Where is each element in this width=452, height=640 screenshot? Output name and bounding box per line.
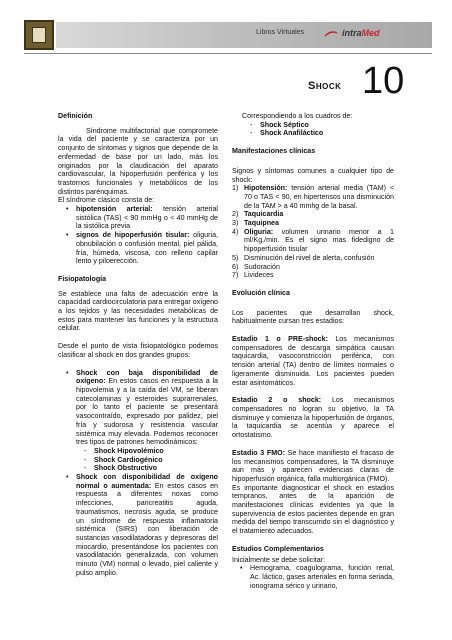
diagnostico-paragraph: Es importante diagnosticar el shock en estadios tempranos, antes de la aparición de manifestaciones clínicas evidentes ya que la supervivencia de estos pacientes depende en gran medida del tiempo transcurrido sin el diagnóstico y el tratamiento adecuados. bbox=[232, 483, 394, 536]
estadio-2-paragraph: Estadio 2 o shock: Los mecanismos compensadores no logran su objetivo, la TA disminuye y comienza la hipoperfusión de órganos, la taquicardia se acentúa y aparece el ortostatismo. bbox=[232, 396, 394, 440]
header-band bbox=[56, 22, 432, 48]
definicion-intro: El síndrome clásico consta de: bbox=[58, 196, 155, 205]
list-item: • signos de hipoperfusión tisular: oliguria, obnubilación o confusión mental, piel pálida, fría, húmeda, viscosa, con relleno capilar lento y piloerección. bbox=[66, 231, 218, 266]
list-item: 4) Oliguria: volumen urinario menor a 1 ml/Kg./min. Es el signo mas fidedigno de hipoperfusión tisular bbox=[232, 227, 394, 254]
manifestaciones-intro: Signos y síntomas comunes a cualquier tipo de shock: bbox=[232, 166, 394, 184]
fisiopatologia-paragraph-2: Desde el punto de vista fisiopatológico podemos clasificar al shock en dos grandes grupos: bbox=[58, 342, 218, 359]
estadio-1-paragraph: Estadio 1 o PRE-shock: Los mecanismos compensadores de descarga simpática causan taquicardia, vasoconstricción periférica, con tensión arterial (TA) dentro de límites normales o ligeramente disminuida. Los pacientes pueden estar asintomáticos. bbox=[232, 335, 395, 387]
fisiopatologia-paragraph-1: Se establece una falta de adecuación entre la capacidad cardiocirculatoria para entregar oxígeno a los tejidos y las necesidades metabólicas de estos para mantener las funciones y la estructura celular. bbox=[58, 289, 218, 333]
estadio-3-paragraph: Estadio 3 FMO: Se hace manifiesto el fracaso de los mecanismos compensadores, la TA disminuye aun más y aparecen evidencias claras de hipoperfusión orgánica, falla multiorgánica (FMO). bbox=[232, 448, 394, 483]
chapter-title: SHOCK bbox=[308, 80, 342, 92]
sindrome-list bbox=[66, 205, 218, 266]
list-item: • hipotensión arterial: tensión arterial sistólica (TAS) < 90 mmHg o < 40 mmHg de la sistólica previa bbox=[66, 205, 218, 231]
intramed-swoosh-icon bbox=[324, 30, 338, 38]
manifestaciones-list bbox=[232, 184, 394, 280]
list-item: 2) Taquicardia bbox=[232, 210, 284, 219]
list-item: 1) Hipotensión: tensión arterial media (TAM) < 70 o TAS < 90, en hipertensos una disminución de la TAM > a 40 mmhg de la basal. bbox=[232, 184, 394, 210]
header-rule bbox=[24, 53, 432, 54]
correspondiendo-text: Correspondiendo a los cuadros de: bbox=[242, 112, 353, 120]
list-item: 5) Disminución del nivel de alerta, confusión bbox=[232, 253, 375, 262]
list-item: • Shock con baja disponibilidad de oxígeno: En estos casos en respuesta a la hipovolemia y a la caída del VM, se liberan catecolaminas y esteroides suprarrenales, por lo tanto el paciente se presentará vasocontraído, expresado por palidez, piel fría y sudorosa y resistencia vascular sistémica muy elevada. Podemos reconocer tres tipos de patrones hemodinámicos: - Shock Hipovolémico - Shock Cardiogénico - Shock Obstructivo bbox=[66, 369, 218, 473]
chapter-number: 10 bbox=[362, 60, 405, 102]
list-item: • Hemograma, coagulograma, función renal, Ac. láctico, gases arteriales en forma seriada, ionograma sérico y urinario, bbox=[240, 564, 394, 590]
book-logo-icon bbox=[24, 20, 54, 50]
estudios-intro: Inicialmente se debe solicitar: bbox=[232, 555, 326, 564]
section-evolucion-title: Evolución clínica bbox=[232, 288, 290, 297]
estudios-list bbox=[240, 564, 394, 590]
section-manifestaciones-title: Manifestaciones clínicas bbox=[232, 147, 316, 156]
section-estudios-title: Estudios Complementarios bbox=[232, 544, 324, 553]
cuadros-list bbox=[250, 121, 394, 138]
list-item: - Shock Obstructivo bbox=[84, 464, 218, 473]
list-item: - Shock Cardiogénico bbox=[84, 456, 218, 465]
list-item: 6) Sudoración bbox=[232, 262, 280, 271]
list-item: - Shock Séptico bbox=[250, 121, 394, 130]
list-item: • Shock con disponibilidad de oxígeno normal o aumentada: En estos casos en respuesta a diferentes noxas como infecciones, pancreatitis aguda, traumatismos, necrosis aguda, se produce un síndrome de respuesta inflamatoria sistémica (SIRS) con liberación de sustancias vasodilatadoras y depresoras del miocardio, presentándose los pacientes con vasodilatación generalizada, con volumen minuto (VM) normal o levado, piel caliente y pulso amplio. bbox=[66, 473, 218, 577]
patrones-list bbox=[84, 447, 218, 473]
list-item: 7) Livideces bbox=[232, 271, 274, 280]
intramed-brand: intraMed bbox=[342, 28, 380, 38]
section-definicion-title: Definición bbox=[58, 112, 93, 120]
page-header bbox=[0, 0, 452, 56]
section-fisiopatologia-title: Fisiopatología bbox=[58, 274, 107, 283]
definicion-paragraph: Síndrome multifactorial que compromete la vida del paciente y se caracteriza por un conjunto de síntomas y signos que depende de la enfermedad de base por un lado, más los originados por la claudicación del aparato cardiovascular, la hipoperfusión periférica y los trastornos funcionales y metabólicos de los distintos parénquimas. bbox=[58, 126, 218, 196]
list-item: - Shock Hipovolémico bbox=[84, 447, 218, 456]
list-item: - Shock Anafiláctico bbox=[250, 129, 394, 138]
list-item: 3) Taquipnea bbox=[232, 219, 279, 228]
right-column bbox=[232, 112, 394, 590]
left-column bbox=[58, 112, 218, 577]
libros-virtuales-label: Libros Virtuales bbox=[256, 29, 305, 36]
shock-groups-list bbox=[66, 369, 218, 578]
evolucion-paragraph: Los pacientes que desarrollan shock, habitualmente cursan tres estadios: bbox=[232, 308, 394, 326]
